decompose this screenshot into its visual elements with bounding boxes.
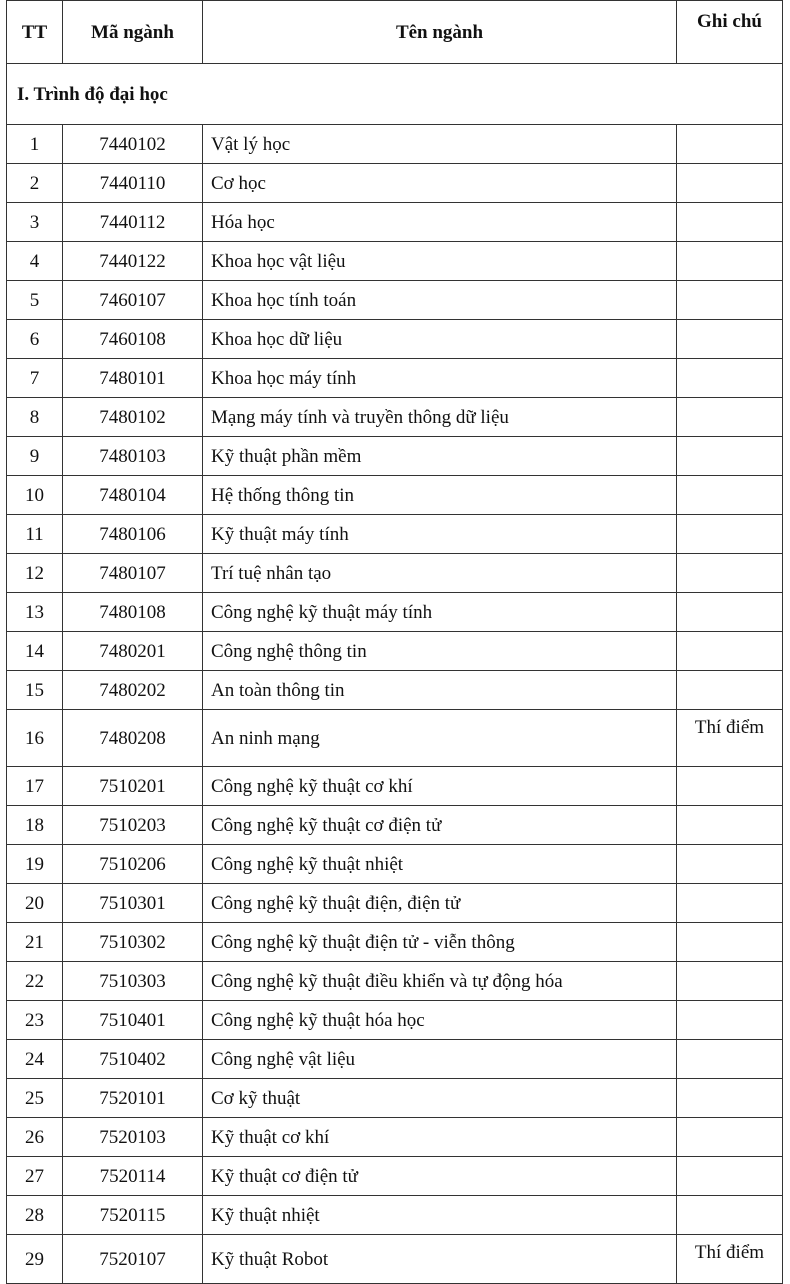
table-row (7, 767, 783, 806)
row-tt: 10 (7, 476, 63, 515)
table-row (7, 515, 783, 554)
table-row (7, 554, 783, 593)
row-note (677, 281, 783, 320)
row-note (677, 671, 783, 710)
table-row (7, 242, 783, 281)
row-name: Công nghệ kỹ thuật điện, điện tử (203, 884, 677, 923)
row-code: 7440102 (63, 125, 203, 164)
row-tt: 8 (7, 398, 63, 437)
row-code: 7440112 (63, 203, 203, 242)
row-name: An ninh mạng (203, 710, 677, 767)
row-name: Khoa học vật liệu (203, 242, 677, 281)
row-code: 7510401 (63, 1001, 203, 1040)
table-row (7, 923, 783, 962)
row-tt: 4 (7, 242, 63, 281)
header-note: Ghi chú (677, 1, 783, 64)
row-note (677, 1079, 783, 1118)
row-code: 7480108 (63, 593, 203, 632)
row-tt: 24 (7, 1040, 63, 1079)
row-name: Công nghệ kỹ thuật hóa học (203, 1001, 677, 1040)
row-note (677, 1196, 783, 1235)
row-name: Kỹ thuật phần mềm (203, 437, 677, 476)
table-row (7, 203, 783, 242)
row-note (677, 806, 783, 845)
row-tt: 28 (7, 1196, 63, 1235)
row-name: Kỹ thuật cơ điện tử (203, 1157, 677, 1196)
row-note (677, 398, 783, 437)
row-tt: 5 (7, 281, 63, 320)
row-code: 7460107 (63, 281, 203, 320)
row-note (677, 515, 783, 554)
row-tt: 19 (7, 845, 63, 884)
row-name: Mạng máy tính và truyền thông dữ liệu (203, 398, 677, 437)
table-row (7, 1157, 783, 1196)
row-tt: 18 (7, 806, 63, 845)
row-name: Công nghệ kỹ thuật điện tử - viễn thông (203, 923, 677, 962)
row-code: 7460108 (63, 320, 203, 359)
row-note (677, 359, 783, 398)
row-name: Công nghệ vật liệu (203, 1040, 677, 1079)
table-row (7, 884, 783, 923)
row-tt: 7 (7, 359, 63, 398)
row-name: Cơ kỹ thuật (203, 1079, 677, 1118)
table-row (7, 845, 783, 884)
table-row (7, 437, 783, 476)
row-note: Thí điểm (677, 710, 783, 767)
row-code: 7480102 (63, 398, 203, 437)
row-code: 7520107 (63, 1235, 203, 1284)
row-note (677, 476, 783, 515)
row-tt: 11 (7, 515, 63, 554)
table-row (7, 398, 783, 437)
row-note: Thí điểm (677, 1235, 783, 1284)
table-header-row (7, 1, 783, 64)
row-name: An toàn thông tin (203, 671, 677, 710)
row-code: 7480101 (63, 359, 203, 398)
row-tt: 25 (7, 1079, 63, 1118)
row-name: Công nghệ kỹ thuật cơ khí (203, 767, 677, 806)
row-tt: 13 (7, 593, 63, 632)
row-tt: 12 (7, 554, 63, 593)
row-note (677, 554, 783, 593)
row-code: 7480106 (63, 515, 203, 554)
row-tt: 2 (7, 164, 63, 203)
row-code: 7480208 (63, 710, 203, 767)
row-note (677, 437, 783, 476)
row-code: 7510402 (63, 1040, 203, 1079)
row-name: Khoa học dữ liệu (203, 320, 677, 359)
row-tt: 29 (7, 1235, 63, 1284)
row-note (677, 593, 783, 632)
row-note (677, 125, 783, 164)
table-row (7, 1196, 783, 1235)
row-note (677, 923, 783, 962)
row-tt: 14 (7, 632, 63, 671)
row-note (677, 632, 783, 671)
row-name: Trí tuệ nhân tạo (203, 554, 677, 593)
table-body (7, 64, 783, 1284)
majors-table (6, 0, 783, 1284)
row-note (677, 845, 783, 884)
row-name: Kỹ thuật nhiệt (203, 1196, 677, 1235)
row-name: Công nghệ thông tin (203, 632, 677, 671)
section-title: I. Trình độ đại học (7, 64, 783, 125)
row-code: 7480107 (63, 554, 203, 593)
header-code: Mã ngành (63, 1, 203, 64)
table-row (7, 1235, 783, 1284)
row-note (677, 884, 783, 923)
row-note (677, 767, 783, 806)
row-code: 7440122 (63, 242, 203, 281)
row-note (677, 1040, 783, 1079)
table-row (7, 1040, 783, 1079)
row-note (677, 242, 783, 281)
row-name: Công nghệ kỹ thuật máy tính (203, 593, 677, 632)
row-name: Khoa học máy tính (203, 359, 677, 398)
row-code: 7480201 (63, 632, 203, 671)
table-row (7, 710, 783, 767)
row-code: 7510201 (63, 767, 203, 806)
row-code: 7520101 (63, 1079, 203, 1118)
row-name: Vật lý học (203, 125, 677, 164)
header-name: Tên ngành (203, 1, 677, 64)
row-code: 7520114 (63, 1157, 203, 1196)
row-note (677, 962, 783, 1001)
row-name: Công nghệ kỹ thuật cơ điện tử (203, 806, 677, 845)
table-row (7, 164, 783, 203)
table-row (7, 1001, 783, 1040)
table-row (7, 359, 783, 398)
row-code: 7480104 (63, 476, 203, 515)
table-row (7, 1079, 783, 1118)
row-name: Công nghệ kỹ thuật điều khiển và tự động hóa (203, 962, 677, 1001)
table-row (7, 476, 783, 515)
row-name: Hóa học (203, 203, 677, 242)
table-row (7, 281, 783, 320)
row-note (677, 203, 783, 242)
row-tt: 17 (7, 767, 63, 806)
row-code: 7520115 (63, 1196, 203, 1235)
row-tt: 20 (7, 884, 63, 923)
row-code: 7510203 (63, 806, 203, 845)
row-tt: 22 (7, 962, 63, 1001)
row-name: Kỹ thuật cơ khí (203, 1118, 677, 1157)
row-code: 7440110 (63, 164, 203, 203)
row-name: Hệ thống thông tin (203, 476, 677, 515)
table-row (7, 320, 783, 359)
header-tt: TT (7, 1, 63, 64)
table-row (7, 125, 783, 164)
row-code: 7520103 (63, 1118, 203, 1157)
table-row (7, 593, 783, 632)
row-code: 7510301 (63, 884, 203, 923)
row-note (677, 1118, 783, 1157)
row-note (677, 320, 783, 359)
row-code: 7480103 (63, 437, 203, 476)
row-tt: 6 (7, 320, 63, 359)
table-row (7, 671, 783, 710)
row-tt: 16 (7, 710, 63, 767)
row-tt: 21 (7, 923, 63, 962)
row-note (677, 1157, 783, 1196)
row-code: 7480202 (63, 671, 203, 710)
row-note (677, 164, 783, 203)
row-name: Kỹ thuật Robot (203, 1235, 677, 1284)
row-tt: 23 (7, 1001, 63, 1040)
row-tt: 27 (7, 1157, 63, 1196)
section-row (7, 64, 783, 125)
row-tt: 1 (7, 125, 63, 164)
row-name: Công nghệ kỹ thuật nhiệt (203, 845, 677, 884)
row-name: Khoa học tính toán (203, 281, 677, 320)
row-name: Cơ học (203, 164, 677, 203)
row-tt: 26 (7, 1118, 63, 1157)
table-row (7, 632, 783, 671)
row-note (677, 1001, 783, 1040)
table-row (7, 1118, 783, 1157)
row-tt: 15 (7, 671, 63, 710)
row-tt: 3 (7, 203, 63, 242)
row-name: Kỹ thuật máy tính (203, 515, 677, 554)
table-row (7, 806, 783, 845)
row-code: 7510206 (63, 845, 203, 884)
row-code: 7510303 (63, 962, 203, 1001)
row-code: 7510302 (63, 923, 203, 962)
table-row (7, 962, 783, 1001)
row-tt: 9 (7, 437, 63, 476)
